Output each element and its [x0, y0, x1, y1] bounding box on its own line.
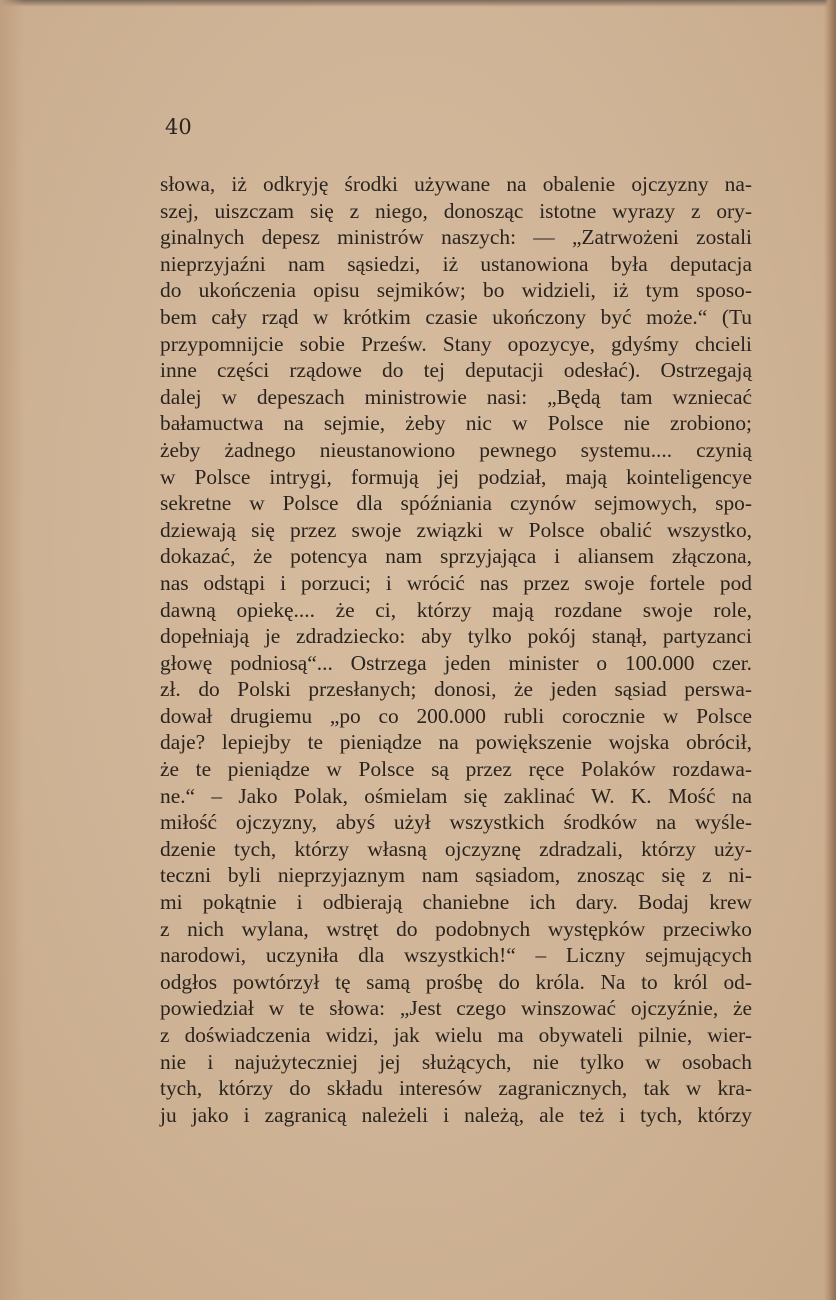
text-line: sekretne w Polsce dla spóźniania czynów sejmowych, spo-	[160, 491, 752, 516]
text-line: w Polsce intrygi, formują jej podział, mają kointeligencye	[160, 464, 752, 489]
text-line: dalej w depeszach ministrowie nasi: „Będą tam wzniecać	[160, 384, 752, 409]
text-line: inne części rządowe do tej deputacji odesłać). Ostrzegają	[160, 358, 752, 383]
text-line: nas odstąpi i porzuci; i wrócić nas przez swoje fortele pod	[160, 570, 752, 595]
text-line: narodowi, uczyniła dla wszystkich!“ – Liczny sejmujących	[160, 943, 752, 968]
page-number: 40	[165, 115, 192, 139]
page-top-edge	[0, 0, 836, 7]
text-line: głowę podniosą“... Ostrzega jeden minister o 100.000 czer.	[160, 650, 752, 675]
body-text	[160, 171, 752, 1128]
text-line: powiedział w te słowa: „Jest czego winszować ojczyźnie, że	[160, 996, 752, 1021]
text-line: dzenie tych, którzy własną ojczyznę zdradzali, którzy uży-	[160, 836, 752, 861]
text-line: daje? lepiejby te pieniądze na powiększenie wojska obrócił,	[160, 730, 752, 755]
text-line: dopełniają je zdradziecko: aby tylko pokój stanął, partyzanci	[160, 624, 752, 649]
text-line: dował drugiemu „po co 200.000 rubli corocznie w Polsce	[160, 703, 752, 728]
text-line: dawną opiekę.... że ci, którzy mają rozdane swoje role,	[160, 597, 752, 622]
text-line: dziewają się przez swoje związki w Polsce obalić wszystko,	[160, 517, 752, 542]
page-left-shadow	[0, 0, 24, 1300]
text-line: nieprzyjaźni nam sąsiedzi, iż ustanowiona była deputacja	[160, 251, 752, 276]
text-line: dokazać, że potencya nam sprzyjająca i aliansem złączona,	[160, 544, 752, 569]
text-line: żeby żadnego nieustanowiono pewnego systemu.... czynią	[160, 437, 752, 462]
text-line: przypomnijcie sobie Prześw. Stany opozycye, gdyśmy chcieli	[160, 331, 752, 356]
text-line: do ukończenia opisu sejmików; bo widzieli, iż tym sposo-	[160, 278, 752, 303]
text-line: zł. do Polski przesłanych; donosi, że jeden sąsiad perswa-	[160, 677, 752, 702]
text-line: nie i najużyteczniej jej służących, nie tylko w osobach	[160, 1049, 752, 1074]
text-line: ne.“ – Jako Polak, ośmielam się zaklinać W. K. Mość na	[160, 783, 752, 808]
text-line: ju jako i zagranicą należeli i należą, ale też i tych, którzy	[160, 1102, 752, 1127]
text-line: odgłos powtórzył tę samą prośbę do króla. Na to król od-	[160, 969, 752, 994]
text-line: z doświadczenia widzi, jak wielu ma obywateli pilnie, wier-	[160, 1023, 752, 1047]
text-line: miłość ojczyzny, abyś użył wszystkich środków na wyśle-	[160, 810, 752, 835]
text-line: z nich wylana, wstręt do podobnych występków przeciwko	[160, 916, 752, 941]
page-right-edge	[824, 0, 836, 1300]
text-line: bem cały rząd w krótkim czasie ukończony być może.“ (Tu	[160, 304, 752, 329]
text-line: mi pokątnie i odbierają chaniebne ich dary. Bodaj krew	[160, 890, 752, 915]
text-line: słowa, iż odkryję środki używane na obalenie ojczyzny na-	[160, 172, 752, 196]
text-line: że te pieniądze w Polsce są przez ręce Polaków rozdawa-	[160, 757, 752, 782]
text-line: szej, uiszczam się z niego, donosząc istotne wyrazy z ory-	[160, 198, 752, 223]
text-line: teczni byli nieprzyjaznym nam sąsiadom, znosząc się z ni-	[160, 863, 752, 888]
text-line: ginalnych depesz ministrów naszych: — „Zatrwożeni zostali	[160, 225, 752, 250]
text-line: tych, którzy do składu interesów zagranicznych, tak w kra-	[160, 1076, 752, 1101]
text-line: bałamuctwa na sejmie, żeby nic w Polsce nie zrobiono;	[160, 411, 752, 436]
